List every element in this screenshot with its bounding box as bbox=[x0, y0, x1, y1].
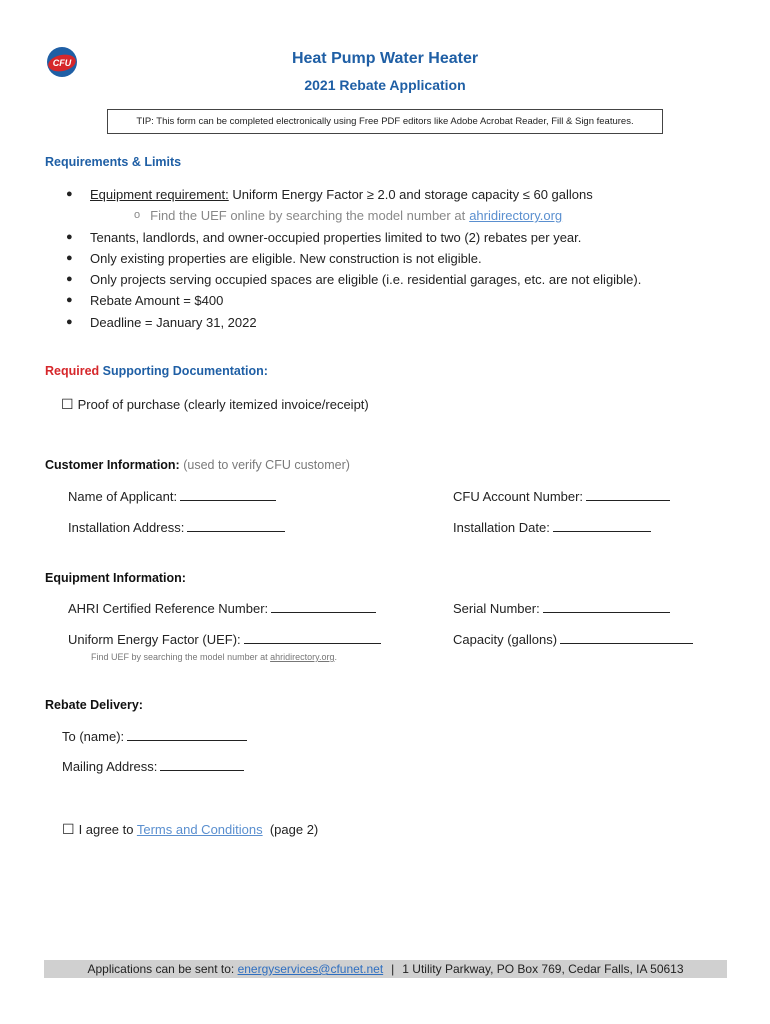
installation-date-field[interactable] bbox=[453, 520, 651, 535]
list-item bbox=[66, 312, 641, 333]
account-number-field[interactable] bbox=[453, 489, 670, 504]
recipient-name-field[interactable] bbox=[62, 729, 247, 744]
list-item bbox=[66, 290, 641, 311]
uef-note-link[interactable]: ahridirectory.org bbox=[270, 652, 335, 662]
required-label: Required bbox=[45, 364, 100, 378]
account-number-label: CFU Account Number: bbox=[453, 489, 584, 504]
tip-text: TIP: This form can be completed electronically using Free PDF editors like Adobe Acrobat Reader, Fill & Sign features. bbox=[136, 116, 634, 127]
documentation-heading bbox=[45, 364, 268, 378]
list-item-text: Tenants, landlords, and owner-occupied properties limited to two (2) rebates per year. bbox=[90, 229, 582, 245]
bullet-icon: ● bbox=[66, 273, 73, 286]
installation-address-input[interactable] bbox=[187, 520, 285, 532]
applicant-name-label: Name of Applicant: bbox=[68, 489, 178, 504]
footer-address: 1 Utility Parkway, PO Box 769, Cedar Falls, IA 50613 bbox=[402, 962, 684, 976]
installation-date-input[interactable] bbox=[553, 520, 651, 532]
uef-input[interactable] bbox=[244, 632, 381, 644]
requirements-heading: Requirements & Limits bbox=[45, 155, 182, 169]
applicant-name-input[interactable] bbox=[180, 489, 276, 501]
capacity-field[interactable] bbox=[453, 632, 693, 647]
list-item bbox=[66, 227, 641, 248]
bullet-icon: ● bbox=[66, 230, 73, 243]
account-number-input[interactable] bbox=[586, 489, 670, 501]
proof-of-purchase-label: Proof of purchase (clearly itemized invoice/receipt) bbox=[77, 397, 369, 412]
footer-bar bbox=[44, 960, 727, 978]
ahri-number-field[interactable] bbox=[68, 601, 376, 616]
equipment-requirement-text: Uniform Energy Factor ≥ 2.0 and storage capacity ≤ 60 gallons bbox=[228, 187, 593, 202]
installation-date-label: Installation Date: bbox=[453, 520, 550, 535]
delivery-heading: Rebate Delivery: bbox=[45, 698, 143, 712]
recipient-name-input[interactable] bbox=[127, 729, 247, 741]
checkbox-icon[interactable]: ☐ bbox=[62, 821, 75, 837]
customer-heading-label: Customer Information: bbox=[45, 458, 180, 472]
proof-of-purchase-checkbox[interactable] bbox=[61, 396, 369, 413]
mailing-address-input[interactable] bbox=[160, 759, 244, 771]
bullet-icon: ● bbox=[66, 188, 73, 200]
list-item bbox=[66, 248, 641, 269]
mailing-address-label: Mailing Address: bbox=[62, 759, 158, 774]
hollow-bullet-icon: o bbox=[134, 209, 141, 222]
requirements-list bbox=[66, 184, 641, 333]
customer-heading-note: (used to verify CFU customer) bbox=[179, 458, 350, 472]
customer-heading bbox=[45, 458, 350, 472]
agree-suffix: (page 2) bbox=[262, 822, 319, 837]
equipment-requirement-label: Equipment requirement: bbox=[90, 187, 229, 202]
uef-hint-text: Find the UEF online by searching the model number at bbox=[150, 208, 466, 224]
applicant-name-field[interactable] bbox=[68, 489, 276, 504]
page-subtitle: 2021 Rebate Application bbox=[304, 77, 466, 93]
bullet-icon: ● bbox=[66, 251, 73, 264]
ahri-number-label: AHRI Certified Reference Number: bbox=[68, 601, 269, 616]
list-item-text: Only existing properties are eligible. New construction is not eligible. bbox=[90, 250, 482, 266]
terms-link[interactable]: Terms and Conditions bbox=[136, 822, 263, 837]
list-item bbox=[66, 184, 641, 205]
list-item-text: Only projects serving occupied spaces are eligible (i.e. residential garages, etc. are not eligible). bbox=[90, 272, 642, 288]
uef-note bbox=[91, 652, 337, 662]
supporting-doc-label: Supporting Documentation: bbox=[99, 364, 268, 378]
list-subitem bbox=[66, 205, 641, 226]
logo-text: CFU bbox=[52, 58, 72, 68]
list-item bbox=[66, 269, 641, 290]
installation-address-label: Installation Address: bbox=[68, 520, 185, 535]
serial-number-label: Serial Number: bbox=[453, 601, 540, 616]
serial-number-input[interactable] bbox=[543, 601, 670, 613]
serial-number-field[interactable] bbox=[453, 601, 670, 616]
list-item-text: Rebate Amount = $400 bbox=[90, 293, 224, 309]
capacity-input[interactable] bbox=[560, 632, 693, 644]
capacity-label: Capacity (gallons) bbox=[453, 632, 558, 647]
ahri-number-input[interactable] bbox=[271, 601, 376, 613]
bullet-icon: ● bbox=[66, 294, 73, 307]
uef-note-end: . bbox=[334, 652, 337, 662]
agree-prefix: I agree to bbox=[78, 822, 137, 837]
email-link[interactable]: energyservices@cfunet.net bbox=[237, 962, 384, 976]
equipment-heading: Equipment Information: bbox=[45, 571, 186, 585]
recipient-name-label: To (name): bbox=[62, 729, 125, 744]
mailing-address-field[interactable] bbox=[62, 759, 244, 774]
installation-address-field[interactable] bbox=[68, 520, 285, 535]
checkbox-icon[interactable]: ☐ bbox=[61, 396, 74, 412]
ahri-link[interactable]: ahridirectory.org bbox=[469, 208, 563, 224]
uef-label: Uniform Energy Factor (UEF): bbox=[68, 632, 241, 647]
bullet-icon: ● bbox=[66, 315, 73, 328]
tip-box bbox=[107, 109, 663, 134]
agree-terms-checkbox[interactable] bbox=[62, 821, 318, 838]
footer-separator: | bbox=[391, 962, 395, 976]
list-item-text: Deadline = January 31, 2022 bbox=[90, 314, 257, 330]
uef-field[interactable] bbox=[68, 632, 381, 647]
uef-note-text: Find UEF by searching the model number at bbox=[91, 652, 271, 662]
page-title: Heat Pump Water Heater bbox=[291, 50, 479, 67]
footer-prefix: Applications can be sent to: bbox=[87, 962, 238, 976]
